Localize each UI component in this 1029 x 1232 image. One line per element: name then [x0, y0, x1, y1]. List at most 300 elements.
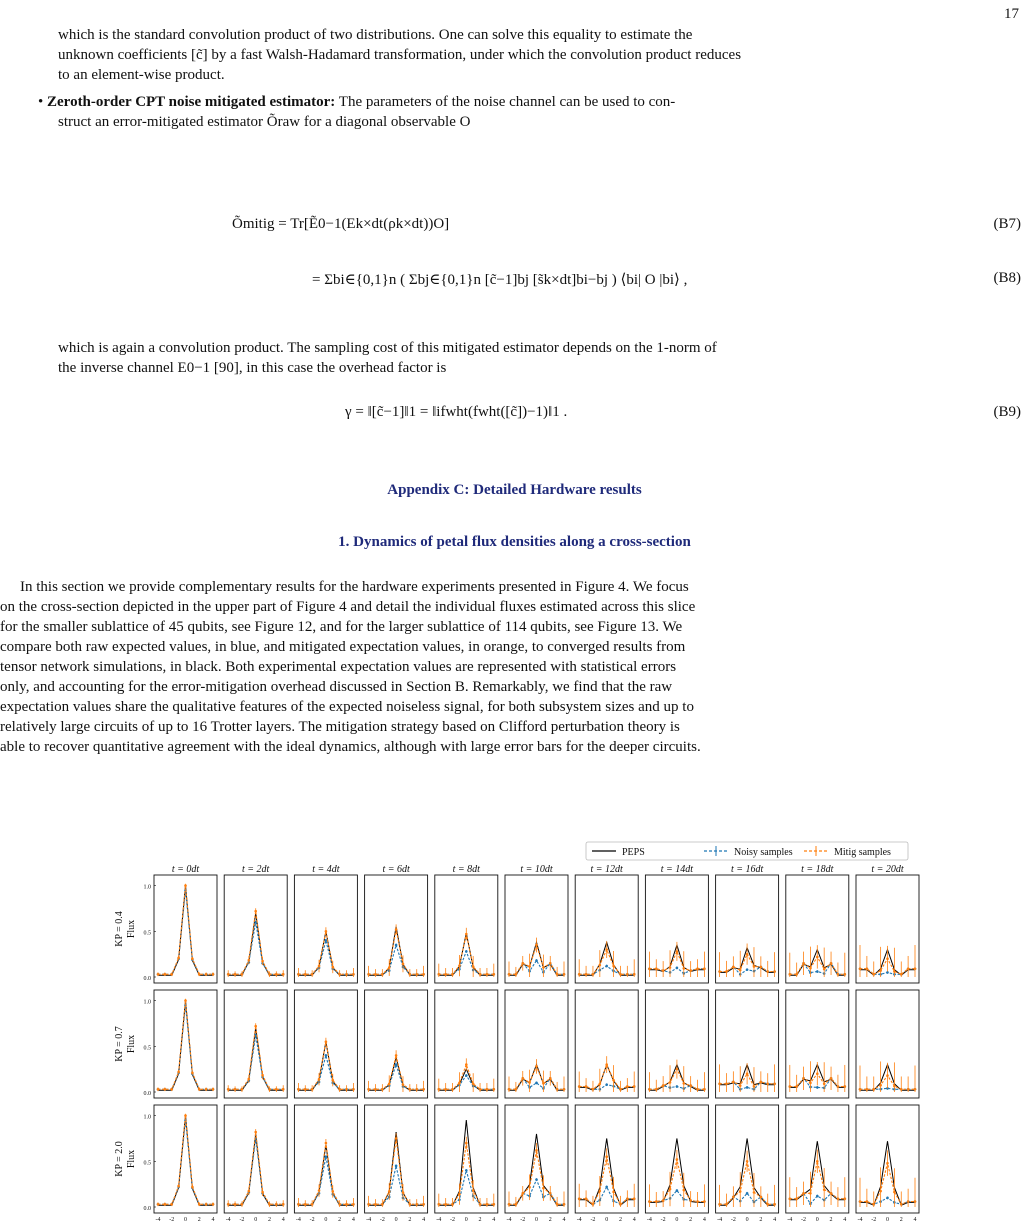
- mitig-point: [164, 973, 167, 976]
- text-line: tensor network simulations, in black. Both experimental expectation values are represented with statistical errors: [0, 659, 677, 675]
- mitig-point: [725, 1082, 728, 1085]
- x-tick-label: 4: [281, 1217, 285, 1223]
- mitig-point: [212, 973, 215, 976]
- mitig-point: [549, 1192, 552, 1195]
- peps-series-line: [649, 1138, 704, 1202]
- mitig-point: [662, 1084, 665, 1087]
- mitig-point: [612, 1079, 615, 1082]
- text-line: able to recover quantitative agreement with the ideal dynamics, although with large error bars for the deeper circuits.: [0, 739, 701, 755]
- mitig-point: [205, 1088, 208, 1091]
- mitig-point: [703, 967, 706, 970]
- row-label: KP = 2.0: [114, 1141, 125, 1177]
- mitig-point: [311, 973, 314, 976]
- legend-label: Mitig samples: [834, 847, 891, 858]
- mitig-point: [795, 1085, 798, 1088]
- panel-frame: [224, 990, 287, 1098]
- equation-b7: Õmitig = Tr[Ẽ0−1(Ek×dt(ρk×dt))O]: [232, 216, 450, 232]
- equation-number-b9: (B9): [993, 404, 1021, 420]
- mitig-point: [164, 1203, 167, 1206]
- mitig-point: [374, 1203, 377, 1206]
- mitig-point: [438, 1088, 441, 1091]
- mitig-point: [415, 1203, 418, 1206]
- mitig-point: [886, 957, 889, 960]
- column-title: t = 0dt: [171, 864, 200, 875]
- mitig-point: [234, 1203, 237, 1206]
- section-heading: 1. Dynamics of petal flux densities along a cross-section: [338, 534, 691, 550]
- mitig-point: [760, 1081, 763, 1084]
- x-tick-label: 2: [548, 1217, 552, 1223]
- mitig-point: [599, 964, 602, 967]
- mitig-point: [508, 973, 511, 976]
- noisy-point: [886, 1197, 889, 1200]
- x-tick-label: -2: [730, 1217, 736, 1223]
- mitig-point: [535, 1149, 538, 1152]
- mitig-point: [241, 1203, 244, 1206]
- mitig-point: [619, 1088, 622, 1091]
- x-tick-label: 0: [535, 1217, 538, 1223]
- mitig-point: [227, 1203, 230, 1206]
- mitig-point: [444, 973, 447, 976]
- mitig-point: [682, 967, 685, 970]
- x-tick-label: -4: [717, 1217, 723, 1223]
- mitig-point: [422, 1203, 425, 1206]
- y-tick-label: 0.0: [143, 976, 151, 982]
- mitig-point: [599, 1082, 602, 1085]
- mitig-point: [486, 1088, 489, 1091]
- mitig-point: [402, 1191, 405, 1194]
- panel-frame: [505, 1105, 568, 1213]
- mitig-point: [773, 970, 776, 973]
- mitig-point: [585, 1085, 588, 1088]
- noisy-series-line: [298, 940, 353, 974]
- mitig-point: [837, 1085, 840, 1088]
- mitig-point: [331, 1190, 334, 1193]
- column-title: t = 8dt: [452, 864, 480, 875]
- x-tick-label: -4: [506, 1217, 512, 1223]
- x-tick-label: -2: [590, 1217, 596, 1223]
- x-tick-label: -2: [871, 1217, 877, 1223]
- mitig-point: [816, 1072, 819, 1075]
- column-title: t = 14dt: [660, 864, 694, 875]
- x-tick-label: -4: [857, 1217, 863, 1223]
- noisy-series-line: [228, 1035, 283, 1089]
- mitig-point: [395, 928, 398, 931]
- column-title: t = 18dt: [801, 864, 834, 875]
- mitig-point: [318, 1078, 321, 1081]
- column-title: t = 2dt: [242, 864, 270, 875]
- mitig-point: [766, 1203, 769, 1206]
- mitig-point: [227, 1088, 230, 1091]
- mitig-point: [626, 1085, 629, 1088]
- mitig-point: [438, 973, 441, 976]
- noisy-series-line: [369, 945, 424, 974]
- panel-frame: [716, 875, 779, 983]
- mitig-point: [268, 973, 271, 976]
- x-tick-label: -2: [801, 1217, 807, 1223]
- mitig-point: [809, 967, 812, 970]
- mitig-point: [318, 965, 321, 968]
- y-tick-label: 1.0: [143, 1114, 151, 1121]
- peps-series-line: [439, 1069, 494, 1090]
- peps-series-line: [298, 1042, 353, 1091]
- x-tick-label: 4: [773, 1217, 777, 1223]
- peps-series-line: [369, 1057, 424, 1090]
- mitig-series-line: [298, 1042, 353, 1090]
- noisy-series-line: [158, 1005, 213, 1089]
- noisy-point: [465, 1169, 468, 1172]
- mitig-point: [493, 1203, 496, 1206]
- mitig-point: [753, 1191, 756, 1194]
- mitig-point: [718, 1203, 721, 1206]
- mitig-point: [612, 965, 615, 968]
- noisy-point: [605, 1186, 608, 1189]
- mitig-point: [605, 1155, 608, 1158]
- mitig-point: [422, 973, 425, 976]
- mitig-point: [844, 1085, 847, 1088]
- mitig-point: [157, 1088, 160, 1091]
- mitig-point: [479, 973, 482, 976]
- x-tick-label: -2: [169, 1217, 175, 1223]
- x-tick-label: 4: [843, 1217, 847, 1223]
- mitig-point: [479, 1088, 482, 1091]
- mitig-point: [248, 1078, 251, 1081]
- mitig-point: [718, 970, 721, 973]
- mitig-point: [739, 1084, 742, 1087]
- mitig-point: [170, 973, 173, 976]
- panel-frame: [365, 1105, 428, 1213]
- mitig-point: [241, 1088, 244, 1091]
- noisy-point: [605, 965, 608, 968]
- mitig-point: [563, 1088, 566, 1091]
- noisy-series-line: [509, 1180, 564, 1205]
- mitig-point: [515, 1088, 518, 1091]
- mitig-point: [282, 1088, 285, 1091]
- text-line: relatively large circuits of up to 16 Trotter layers. The mitigation strategy based on Clifford perturbation theory is: [0, 719, 680, 735]
- mitig-point: [444, 1203, 447, 1206]
- text-line: to an element-wise product.: [58, 67, 225, 83]
- mitig-series-line: [158, 886, 213, 975]
- mitig-point: [338, 1088, 341, 1091]
- y-axis-label: Flux: [126, 919, 137, 939]
- mitig-point: [451, 973, 454, 976]
- mitig-point: [338, 973, 341, 976]
- mitig-point: [465, 933, 468, 936]
- mitig-point: [515, 1203, 518, 1206]
- mitig-point: [451, 1203, 454, 1206]
- mitig-point: [655, 1088, 658, 1091]
- x-tick-label: 4: [211, 1217, 215, 1223]
- mitig-point: [725, 1203, 728, 1206]
- mitig-point: [345, 1088, 348, 1091]
- mitig-point: [816, 956, 819, 959]
- x-tick-label: 0: [394, 1217, 398, 1223]
- noisy-series-line: [228, 1138, 283, 1204]
- mitig-point: [612, 1191, 615, 1194]
- mitig-point: [585, 973, 588, 976]
- text-line: expectation values share the qualitative features of the expected noiseless signal, for both subsystem sizes and up to: [0, 699, 694, 715]
- mitig-point: [282, 1203, 285, 1206]
- mitig-point: [773, 1082, 776, 1085]
- x-tick-label: 2: [689, 1217, 693, 1223]
- mitig-point: [549, 1077, 552, 1080]
- mitig-point: [275, 1203, 278, 1206]
- panel-frame: [505, 875, 568, 983]
- mitig-point: [198, 1203, 201, 1206]
- noisy-point: [816, 1195, 819, 1198]
- mitig-series-line: [228, 1132, 283, 1204]
- noisy-point: [465, 950, 468, 953]
- mitig-point: [170, 1203, 173, 1206]
- mitig-point: [626, 973, 629, 976]
- mitig-point: [696, 1088, 699, 1091]
- mitig-series-line: [228, 911, 283, 974]
- noisy-point: [886, 971, 889, 974]
- noisy-point: [746, 968, 749, 971]
- mitig-point: [599, 1190, 602, 1193]
- text-line: for the smaller sublattice of 45 qubits, see Figure 12, and for the larger sublattice of 114 qubits, see Figure 13. We: [0, 619, 683, 635]
- x-tick-label: 0: [745, 1217, 749, 1223]
- column-title: t = 4dt: [312, 864, 340, 875]
- noisy-point: [816, 970, 819, 973]
- mitig-point: [766, 970, 769, 973]
- mitig-point: [465, 1142, 468, 1145]
- bullet-text: The parameters of the noise channel can be used to con-: [335, 94, 676, 110]
- mitig-point: [907, 1088, 910, 1091]
- mitig-point: [234, 1088, 237, 1091]
- mitig-point: [164, 1088, 167, 1091]
- noisy-point: [325, 1155, 328, 1158]
- x-tick-label: 2: [408, 1217, 412, 1223]
- noisy-point: [816, 1086, 819, 1089]
- mitig-point: [682, 1189, 685, 1192]
- mitig-point: [381, 1203, 384, 1206]
- y-tick-label: 0.5: [143, 1160, 151, 1167]
- mitig-point: [451, 1088, 454, 1091]
- mitig-point: [760, 1196, 763, 1199]
- mitig-point: [297, 1088, 300, 1091]
- bullet-line-2: struct an error-mitigated estimator Õraw for a diagonal observable O: [58, 114, 471, 130]
- mitig-point: [592, 973, 595, 976]
- mitig-point: [662, 969, 665, 972]
- x-tick-label: 2: [478, 1217, 482, 1223]
- mitig-point: [773, 1203, 776, 1206]
- mitig-point: [472, 965, 475, 968]
- mitig-point: [739, 1190, 742, 1193]
- mitig-point: [268, 1088, 271, 1091]
- mitig-point: [669, 1081, 672, 1084]
- mitig-point: [381, 973, 384, 976]
- mitig-point: [914, 967, 917, 970]
- noisy-point: [325, 939, 328, 942]
- x-tick-label: -2: [379, 1217, 385, 1223]
- mitig-point: [409, 973, 412, 976]
- mitig-point: [682, 1082, 685, 1085]
- x-tick-label: -4: [366, 1217, 372, 1223]
- x-tick-label: 4: [702, 1217, 706, 1223]
- mitig-point: [879, 1190, 882, 1193]
- mitig-point: [318, 1189, 321, 1192]
- mitig-point: [479, 1203, 482, 1206]
- mitig-point: [542, 1082, 545, 1085]
- mitig-point: [844, 1197, 847, 1200]
- paragraph-convolution: [58, 25, 1020, 85]
- mitig-point: [528, 965, 531, 968]
- noisy-point: [535, 1178, 538, 1181]
- noisy-series-line: [158, 890, 213, 974]
- mitig-series-line: [439, 1143, 494, 1204]
- mitig-point: [549, 962, 552, 965]
- mitig-series-line: [158, 1001, 213, 1090]
- x-tick-label: 4: [351, 1217, 355, 1223]
- mitig-point: [508, 1088, 511, 1091]
- panel-frame: [224, 875, 287, 983]
- mitig-point: [374, 973, 377, 976]
- x-tick-label: 2: [829, 1217, 833, 1223]
- mitig-point: [261, 1191, 264, 1194]
- mitig-point: [837, 1197, 840, 1200]
- mitig-point: [893, 1085, 896, 1088]
- mitig-point: [465, 1063, 468, 1066]
- peps-series-line: [439, 1120, 494, 1205]
- mitig-point: [304, 1203, 307, 1206]
- mitig-point: [535, 1065, 538, 1068]
- mitig-point: [633, 1085, 636, 1088]
- mitig-point: [809, 1082, 812, 1085]
- mitig-point: [725, 970, 728, 973]
- mitig-point: [859, 1200, 862, 1203]
- y-axis-label: Flux: [126, 1149, 137, 1169]
- equation-number-b8: (B8): [993, 270, 1021, 286]
- mitig-point: [521, 962, 524, 965]
- mitig-point: [830, 962, 833, 965]
- mitig-point: [676, 1068, 679, 1071]
- row-label: KP = 0.4: [114, 911, 125, 947]
- mitig-point: [422, 1088, 425, 1091]
- paragraph-convolution-2: [58, 338, 1020, 378]
- mitig-point: [648, 1200, 651, 1203]
- legend: [586, 842, 908, 860]
- noisy-point: [465, 1074, 468, 1077]
- y-tick-label: 1.0: [143, 884, 151, 891]
- mitig-point: [893, 1191, 896, 1194]
- x-tick-label: 0: [184, 1217, 187, 1223]
- mitig-point: [760, 966, 763, 969]
- noisy-series-line: [158, 1120, 213, 1204]
- page-number: 17: [1004, 6, 1019, 22]
- mitig-point: [282, 973, 285, 976]
- mitig-point: [367, 973, 370, 976]
- mitig-point: [866, 1200, 869, 1203]
- x-tick-label: -4: [225, 1217, 231, 1223]
- y-axis-label: Flux: [126, 1034, 137, 1054]
- mitig-point: [633, 1197, 636, 1200]
- x-tick-label: 0: [675, 1217, 679, 1223]
- mitig-point: [789, 973, 792, 976]
- x-tick-label: 4: [632, 1217, 636, 1223]
- mitig-point: [703, 1200, 706, 1203]
- mitig-point: [395, 1137, 398, 1140]
- mitig-point: [381, 1088, 384, 1091]
- mitig-point: [304, 973, 307, 976]
- noisy-point: [746, 1192, 749, 1195]
- x-tick-label: 0: [815, 1217, 819, 1223]
- mitig-point: [528, 1186, 531, 1189]
- noisy-series-line: [298, 1055, 353, 1089]
- mitig-point: [472, 1189, 475, 1192]
- mitig-point: [184, 999, 187, 1002]
- x-tick-label: 0: [464, 1217, 468, 1223]
- mitig-point: [367, 1088, 370, 1091]
- mitig-point: [563, 973, 566, 976]
- x-tick-label: -2: [660, 1217, 666, 1223]
- mitig-point: [556, 1203, 559, 1206]
- mitig-point: [438, 1203, 441, 1206]
- panel-frame: [575, 990, 638, 1098]
- mitig-point: [254, 1131, 257, 1134]
- mitig-point: [605, 1063, 608, 1066]
- peps-series-line: [228, 1134, 283, 1205]
- noisy-point: [605, 1083, 608, 1086]
- mitig-point: [879, 969, 882, 972]
- text-line: unknown coefficients [c̃] by a fast Walsh-Hadamard transformation, under which the convolution product reduces: [58, 47, 742, 63]
- mitig-point: [227, 973, 230, 976]
- x-tick-label: 2: [267, 1217, 271, 1223]
- mitig-point: [212, 1203, 215, 1206]
- mitig-point: [177, 1071, 180, 1074]
- mitig-point: [879, 1084, 882, 1087]
- mitig-point: [311, 1088, 314, 1091]
- mitig-point: [556, 973, 559, 976]
- noisy-series-line: [228, 922, 283, 974]
- mitig-point: [914, 1200, 917, 1203]
- mitig-point: [866, 1088, 869, 1091]
- mitig-series-line: [158, 1116, 213, 1205]
- panel-frame: [435, 990, 498, 1098]
- mitig-point: [542, 1187, 545, 1190]
- mitig-point: [248, 959, 251, 962]
- x-tick-label: -4: [155, 1217, 161, 1223]
- mitig-point: [844, 973, 847, 976]
- mitig-point: [900, 1088, 903, 1091]
- mitig-point: [241, 973, 244, 976]
- mitig-point: [254, 1025, 257, 1028]
- equation-b8: = Σbi∈{0,1}n ( Σbj∈{0,1}n [c̃−1]bj [s̃k×dt]bi−bj ) ⟨bi| O |bi⟩ ,: [312, 272, 688, 288]
- mitig-point: [352, 1088, 355, 1091]
- noisy-series-line: [369, 1166, 424, 1204]
- mitig-point: [732, 966, 735, 969]
- x-tick-label: -4: [646, 1217, 652, 1223]
- mitig-point: [886, 1162, 889, 1165]
- panel-frame: [365, 990, 428, 1098]
- noisy-point: [676, 1085, 679, 1088]
- mitig-point: [157, 973, 160, 976]
- noisy-point: [535, 1082, 538, 1085]
- x-tick-label: 2: [618, 1217, 622, 1223]
- x-tick-label: -2: [309, 1217, 315, 1223]
- x-tick-label: -2: [239, 1217, 245, 1223]
- x-tick-label: -2: [520, 1217, 526, 1223]
- mitig-point: [619, 1203, 622, 1206]
- mitig-point: [907, 1200, 910, 1203]
- noisy-series-line: [298, 1157, 353, 1205]
- mitig-point: [696, 1200, 699, 1203]
- mitig-point: [331, 966, 334, 969]
- mitig-point: [458, 1082, 461, 1085]
- bullet-line-1: • Zeroth-order CPT noise mitigated estimator: The parameters of the noise channel can be used to con-: [38, 94, 676, 110]
- x-tick-label: 0: [324, 1217, 328, 1223]
- text-line: the inverse channel E0−1 [90], in this case the overhead factor is: [58, 360, 447, 376]
- mitig-point: [184, 1114, 187, 1117]
